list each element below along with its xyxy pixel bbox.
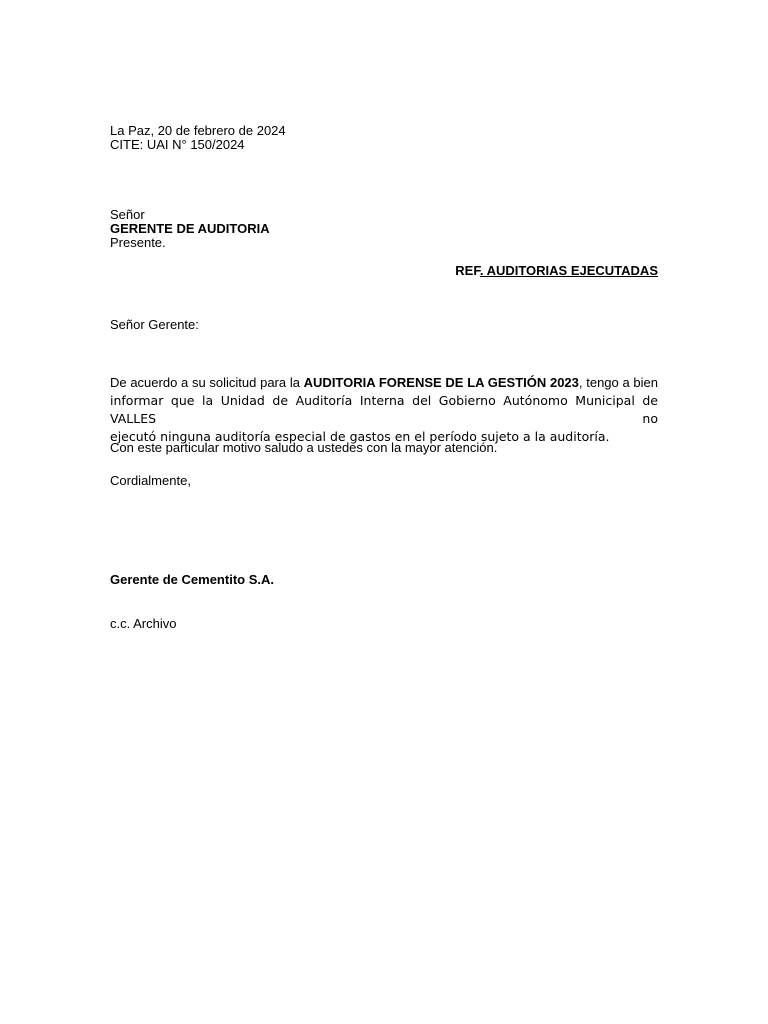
reference-line: [455, 264, 658, 278]
body-p1-line2: informar que la Unidad de Auditoría Interna del Gobierno Autónomo Municipal de VALLES no: [110, 393, 658, 426]
reference-prefix: REF: [455, 263, 480, 278]
body-p1-bold: AUDITORIA FORENSE DE LA GESTIÓN 2023: [303, 375, 579, 390]
date-line: La Paz, 20 de febrero de 2024: [110, 123, 286, 138]
body-p1-text-b: , tengo a bien: [578, 375, 658, 390]
reference-subject: . AUDITORIAS EJECUTADAS: [479, 263, 658, 278]
recipient-name: GERENTE DE AUDITORIA: [110, 221, 270, 236]
recipient-title: Señor: [110, 207, 145, 222]
greeting: Señor Gerente:: [110, 317, 199, 332]
body-p1-line1: [110, 374, 658, 392]
body-p1-text-a: De acuerdo a su solicitud para la: [110, 375, 304, 390]
recipient-presente: Presente.: [110, 235, 166, 250]
body-paragraph-1: [110, 374, 658, 446]
body-paragraph-2: Con este particular motivo saludo a ustedes con la mayor atención.: [110, 440, 498, 455]
closing: Cordialmente,: [110, 473, 191, 488]
signature: Gerente de Cementito S.A.: [110, 572, 274, 587]
body-p1-line3: ejecutó ninguna auditoría especial de gastos en el período sujeto a la auditoría.: [110, 429, 610, 444]
cite-line: CITE: UAI N° 150/2024: [110, 137, 245, 152]
cc-line: c.c. Archivo: [110, 616, 177, 631]
